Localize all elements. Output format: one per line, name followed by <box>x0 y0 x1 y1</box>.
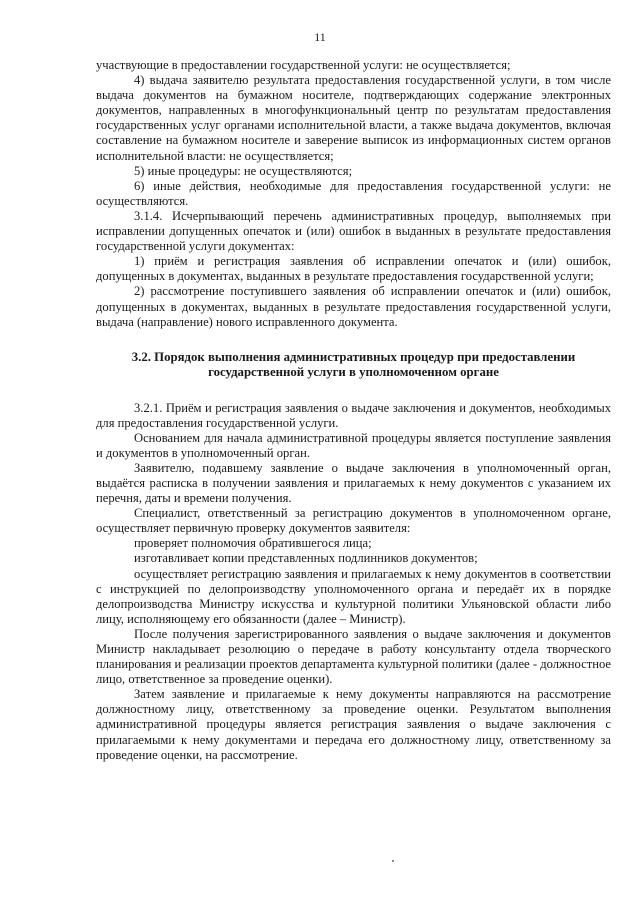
paragraph: Заявителю, подавшему заявление о выдаче заключения в уполномоченный орган, выдаётся расписка в получении заявления и прилагаемых к нему документов с указанием их перечня, даты и времени получения. <box>96 460 611 506</box>
paragraph-group-bottom <box>96 401 611 763</box>
paragraph: осуществляет регистрацию заявления и прилагаемых к нему документов в соответствии с инструкцией по делопроизводству уполномоченного органа и передаёт их в порядке делопроизводства Министру искусства и культурной политики Ульяновской области либо лицу, исполняющему его обязанности (далее – Министр). <box>96 566 611 626</box>
paragraph: участвующие в предоставлении государственной услуги: не осуществляется; <box>96 58 511 72</box>
paragraph: 4) выдача заявителю результата предоставления государственной услуги, в том числе выдача документов на бумажном носителе, подтверждающих содержание электронных документов, направленных в многофункциональный центр по результатам предоставления государственных услуг органами исполнительной власти, а также выдача документов, включая составление на бумажном носителе и заверение выписок из информационных систем органов исполнительной власти: не осуществляется; <box>96 73 611 163</box>
paragraph: Затем заявление и прилагаемые к нему документы направляются на рассмотрение должностному лицу, ответственному за проведение оценки. Результатом выполнения административной процедуры является регистрация заявления о выдаче заключения с прилагаемыми к нему документами и передача его должностному лицу, ответственному за проведение оценки, на рассмотрение. <box>96 687 611 762</box>
paragraph: 6) иные действия, необходимые для предоставления государственной услуги: не осуществляются. <box>96 178 611 208</box>
paragraph: После получения зарегистрированного заявления о выдаче заключения и документов Министр накладывает резолюцию о передаче в работу консультанту отдела творческого планирования и реализации проектов департамента культурной политики (далее - должностное лицо, ответственное за проведение оценки). <box>96 626 611 687</box>
paragraph: изготавливает копии представленных подлинников документов; <box>134 551 478 566</box>
scan-speck <box>392 860 394 862</box>
paragraph: 2) рассмотрение поступившего заявления об исправлении опечаток и (или) ошибок, допущенных в документах, выданных в результате предоставления государственной услуги, выдача (направление) нового исправленного документа. <box>96 284 611 329</box>
paragraph: 1) приём и регистрация заявления об исправлении опечаток и (или) ошибок, допущенных в документах, выданных в результате предоставления государственной услуги; <box>96 254 611 284</box>
paragraph: 3.2.1. Приём и регистрация заявления о выдаче заключения и документов, необходимых для предоставления государственной услуги. <box>96 400 611 430</box>
paragraph: 5) иные процедуры: не осуществляются; <box>134 163 353 178</box>
section-heading: 3.2. Порядок выполнения административных процедур при предоставлении государственной услуги в уполномоченном органе <box>131 349 576 380</box>
page-number: 11 <box>314 30 326 44</box>
paragraph: Основанием для начала административной процедуры является поступление заявления и документов в уполномоченный орган. <box>96 430 611 460</box>
paragraph: 3.1.4. Исчерпывающий перечень административных процедур, выполняемых при исправлении допущенных опечаток и (или) ошибок в выданных в результате предоставления государственной услуги документах: <box>96 208 611 254</box>
document-body <box>96 58 611 763</box>
paragraph-group-top <box>96 58 611 330</box>
paragraph: проверяет полномочия обратившегося лица; <box>134 536 372 551</box>
paragraph: Специалист, ответственный за регистрацию документов в уполномоченном органе, осуществляет первичную проверку документов заявителя: <box>96 506 611 536</box>
